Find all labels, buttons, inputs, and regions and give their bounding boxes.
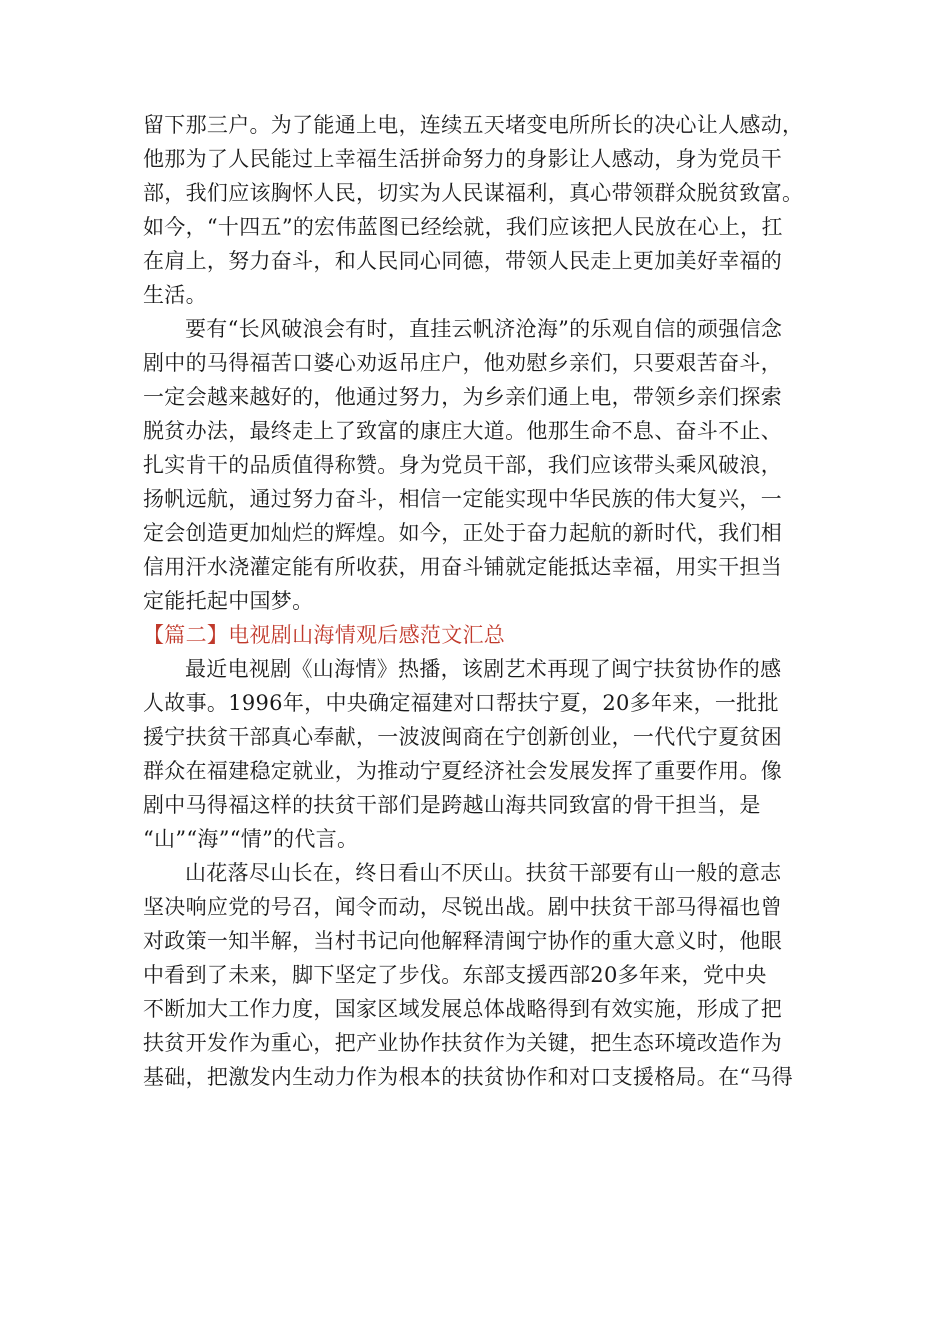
text-line: 在肩上，努力奋斗，和人民同心同德，带领人民走上更加美好幸福的 [143, 249, 782, 273]
text-line: 脱贫办法，最终走上了致富的康庄大道。他那生命不息、奋斗不止、 [143, 419, 782, 443]
text-line: 扶贫开发作为重心，把产业协作扶贫作为关键，把生态环境改造作为 [143, 1031, 782, 1055]
text-line: 信用汗水浇灌定能有所收获，用奋斗铺就定能抵达幸福，用实干担当 [143, 555, 782, 579]
text-line: 要有“长风破浪会有时，直挂云帆济沧海”的乐观自信的顽强信念 [185, 317, 783, 341]
text-line: 留下那三户。为了能通上电，连续五天堵变电所所长的决心让人感动， [143, 113, 804, 137]
text-line: 如今，“十四五”的宏伟蓝图已经绘就，我们应该把人民放在心上，扛 [143, 215, 783, 239]
text-line: 对政策一知半解，当村书记向他解释清闽宁协作的重大意义时，他眼 [143, 929, 782, 953]
text-line: 最近电视剧《山海情》热播，该剧艺术再现了闽宁扶贫协作的感 [185, 657, 782, 681]
document-body [143, 108, 833, 1094]
text-line: 扎实肯干的品质值得称赞。身为党员干部，我们应该带头乘风破浪， [143, 453, 782, 477]
text-line: 定会创造更加灿烂的辉煌。如今，正处于奋力起航的新时代，我们相 [143, 521, 782, 545]
text-line: 群众在福建稳定就业，为推动宁夏经济社会发展发挥了重要作用。像 [143, 759, 782, 783]
text-line: 剧中的马得福苦口婆心劝返吊庄户，他劝慰乡亲们，只要艰苦奋斗， [143, 351, 782, 375]
text-line: 不断加大工作力度，国家区域发展总体战略得到有效实施，形成了把 [143, 997, 782, 1021]
text-line: 扬帆远航，通过努力奋斗，相信一定能实现中华民族的伟大复兴，一 [143, 487, 782, 511]
text-line: 定能托起中国梦。 [143, 589, 314, 613]
text-line: “山”“海”“情”的代言。 [143, 827, 359, 851]
text-line: 山花落尽山长在，终日看山不厌山。扶贫干部要有山一般的意志 [185, 861, 782, 885]
text-line: 人故事。1996年，中央确定福建对口帮扶宁夏，20多年来，一批批 [143, 691, 779, 715]
text-line: 剧中马得福这样的扶贫干部们是跨越山海共同致富的骨干担当，是 [143, 793, 761, 817]
text-line: 部，我们应该胸怀人民，切实为人民谋福利，真心带领群众脱贫致富。 [143, 181, 804, 205]
text-line: 援宁扶贫干部真心奉献，一波波闽商在宁创新创业，一代代宁夏贫困 [143, 725, 782, 749]
text-line: 他那为了人民能过上幸福生活拼命努力的身影让人感动，身为党员干 [143, 147, 782, 171]
text-line: 坚决响应党的号召，闻令而动，尽锐出战。剧中扶贫干部马得福也曾 [143, 895, 782, 919]
section-heading: 【篇二】电视剧山海情观后感范文汇总 [143, 623, 506, 647]
text-line: 基础，把激发内生动力作为根本的扶贫协作和对口支援格局。在“马得 [143, 1065, 794, 1089]
text-line: 中看到了未来，脚下坚定了步伐。东部支援西部20多年来，党中央 [143, 963, 767, 987]
text-line: 一定会越来越好的，他通过努力，为乡亲们通上电，带领乡亲们探索 [143, 385, 782, 409]
text-line: 生活。 [143, 283, 207, 307]
